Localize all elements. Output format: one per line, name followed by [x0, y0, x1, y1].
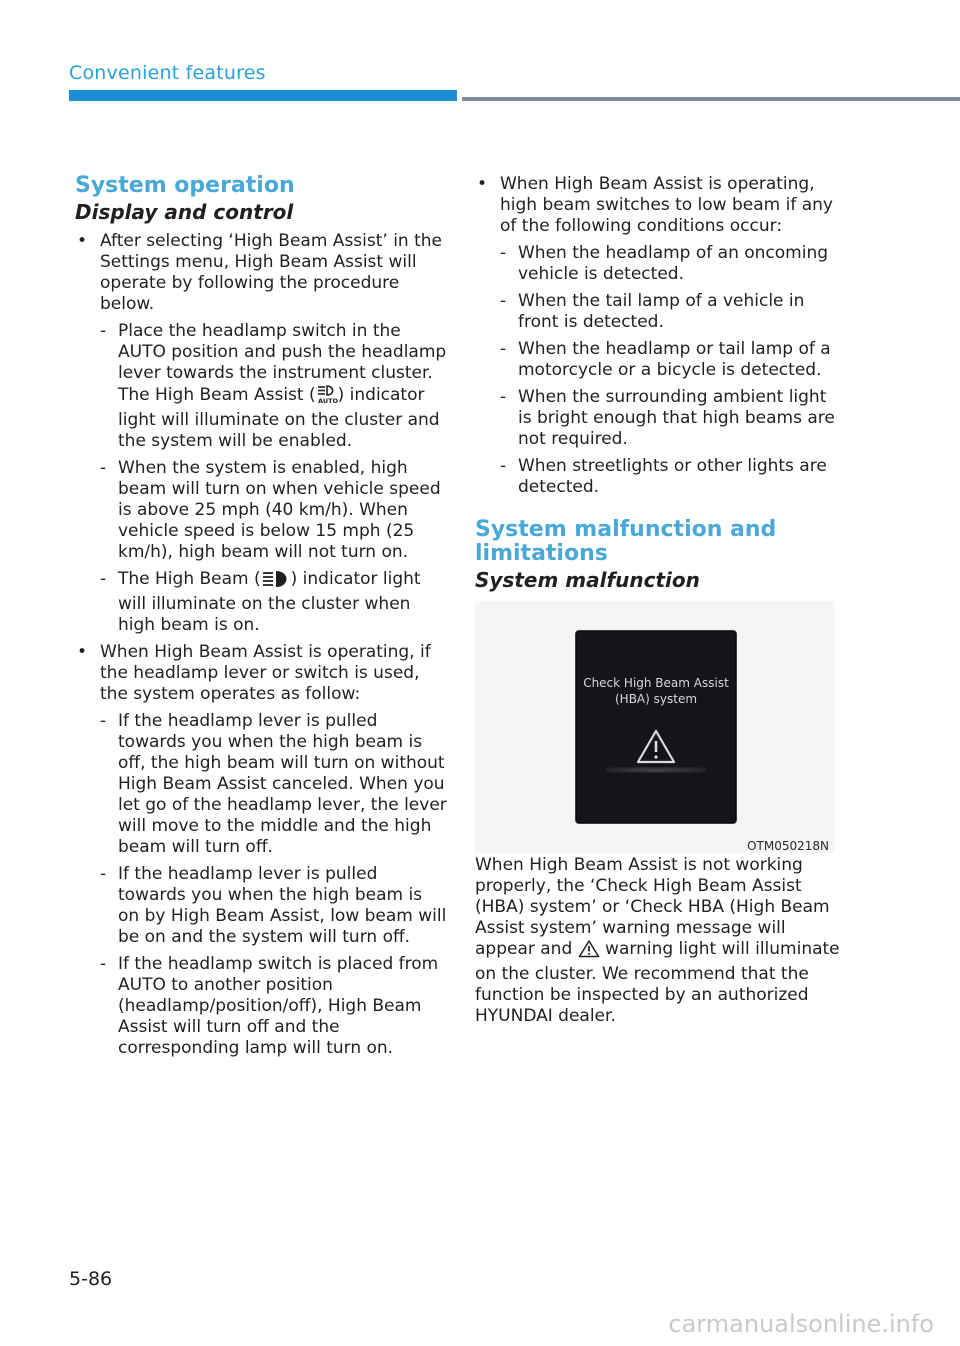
- heading-line: limitations: [475, 541, 608, 566]
- subheading-display-control: Display and control: [75, 200, 294, 224]
- subheading-system-malfunction: System malfunction: [475, 568, 700, 592]
- cluster-message-figure: [475, 601, 835, 853]
- bullet-marker: •: [77, 231, 88, 251]
- high-beam-icon: [261, 570, 291, 594]
- dash-text: When the tail lamp of a vehicle in front is detected.: [518, 291, 805, 332]
- dash-marker: -: [500, 339, 507, 359]
- dash-marker: -: [100, 864, 107, 884]
- cluster-display: [575, 630, 737, 824]
- dash-marker: -: [500, 387, 507, 407]
- heading-line: System malfunction and: [475, 517, 777, 542]
- svg-text:AUTO: AUTO: [317, 397, 338, 404]
- dash-text: If the headlamp lever is pulled towards you when the high beam is off, the high beam will turn on without High Beam Assist canceled. When you let go of the headlamp lever, the lever will move to the middle and the high beam will turn off.: [118, 711, 447, 857]
- bullet-text: When High Beam Assist is operating, if the headlamp lever or switch is used, the system operates as follow:: [100, 642, 431, 704]
- dash-text-part: Place the headlamp switch in the AUTO position and push the headlamp lever towards the instrument cluster. The High Beam Assist (: [118, 321, 447, 405]
- dash-item: [100, 954, 447, 1059]
- dash-text: When streetlights or other lights are detected.: [518, 456, 827, 497]
- watermark: carmanualsonline.info: [668, 1310, 934, 1338]
- malfunction-paragraph: [475, 855, 843, 1027]
- paragraph-text-part: When High Beam Assist is not working properly, the ‘Check High Beam Assist (HBA) system’ or ‘Check HBA (High Beam Assist system’ warning message will appear and: [475, 855, 830, 959]
- warning-triangle-icon: [578, 939, 600, 964]
- dash-item: [500, 243, 843, 285]
- dash-text: If the headlamp lever is pulled towards you when the high beam is on by High Beam Assist, low beam will be on and the system will turn off.: [118, 864, 447, 947]
- figure-code: OTM050218N: [747, 839, 829, 853]
- bullet-text: After selecting ‘High Beam Assist’ in the Settings menu, High Beam Assist will operate by following the procedure below.: [100, 231, 443, 314]
- bullet-item: [75, 231, 447, 636]
- cluster-message-line: (HBA) system: [614, 692, 698, 706]
- heading-system-operation: System operation: [75, 173, 295, 198]
- dash-text-part: ) indicator light will illuminate on the cluster and the system will be enabled.: [118, 385, 440, 451]
- section-title: Convenient features: [69, 62, 266, 84]
- dash-text: When the headlamp or tail lamp of a motorcycle or a bicycle is detected.: [518, 339, 831, 380]
- page-number: 5-86: [69, 1268, 113, 1290]
- bullet-marker: •: [77, 642, 88, 662]
- dash-item: [500, 456, 843, 498]
- bullet-text: When High Beam Assist is operating, high beam switches to low beam if any of the following conditions occur:: [500, 174, 833, 236]
- header-rule-blue: [69, 90, 457, 101]
- dash-text: If the headlamp switch is placed from AUTO to another position (headlamp/position/off), High Beam Assist will turn off and the corresponding lamp will turn on.: [118, 954, 439, 1058]
- dash-text: When the surrounding ambient light is bright enough that high beams are not required.: [518, 387, 835, 449]
- dash-item: [500, 387, 843, 450]
- dash-item: [100, 711, 447, 858]
- dash-item: [100, 864, 447, 948]
- display-glow: [606, 767, 706, 773]
- heading-system-malfunction: [475, 518, 843, 566]
- dash-marker: -: [500, 243, 507, 263]
- dash-text-part: ) indicator light will illuminate on the cluster when high beam is on.: [118, 569, 421, 635]
- dash-item: [100, 458, 447, 563]
- dash-marker: -: [100, 711, 107, 731]
- dash-text: When the system is enabled, high beam will turn on when vehicle speed is above 25 mph (40 km/h). When vehicle speed is below 15 mph (25 km/h), high beam will not turn on.: [118, 458, 441, 562]
- cluster-message: [576, 675, 736, 707]
- bullet-item: [75, 642, 447, 1059]
- dash-marker: -: [500, 456, 507, 476]
- dash-item: [500, 291, 843, 333]
- dash-text: When the headlamp of an oncoming vehicle is detected.: [518, 243, 829, 284]
- high-beam-assist-auto-icon: [316, 384, 338, 410]
- bullet-item: [475, 174, 843, 498]
- dash-item: [100, 321, 447, 452]
- header-rule-gray: [462, 97, 960, 101]
- dash-marker: -: [100, 458, 107, 478]
- dash-marker: -: [100, 321, 107, 341]
- cluster-message-line: Check High Beam Assist: [583, 676, 729, 690]
- dash-text-part: The High Beam (: [118, 569, 261, 589]
- dash-marker: -: [500, 291, 507, 311]
- bullet-marker: •: [477, 174, 488, 194]
- dash-marker: -: [100, 954, 107, 974]
- dash-item: [100, 569, 447, 636]
- dash-item: [500, 339, 843, 381]
- warning-triangle-icon: [634, 727, 678, 771]
- paragraph-text-part: warning light will illuminate on the cluster. We recommend that the function be inspected by an authorized HYUNDAI dealer.: [475, 939, 840, 1026]
- dash-marker: -: [100, 569, 107, 589]
